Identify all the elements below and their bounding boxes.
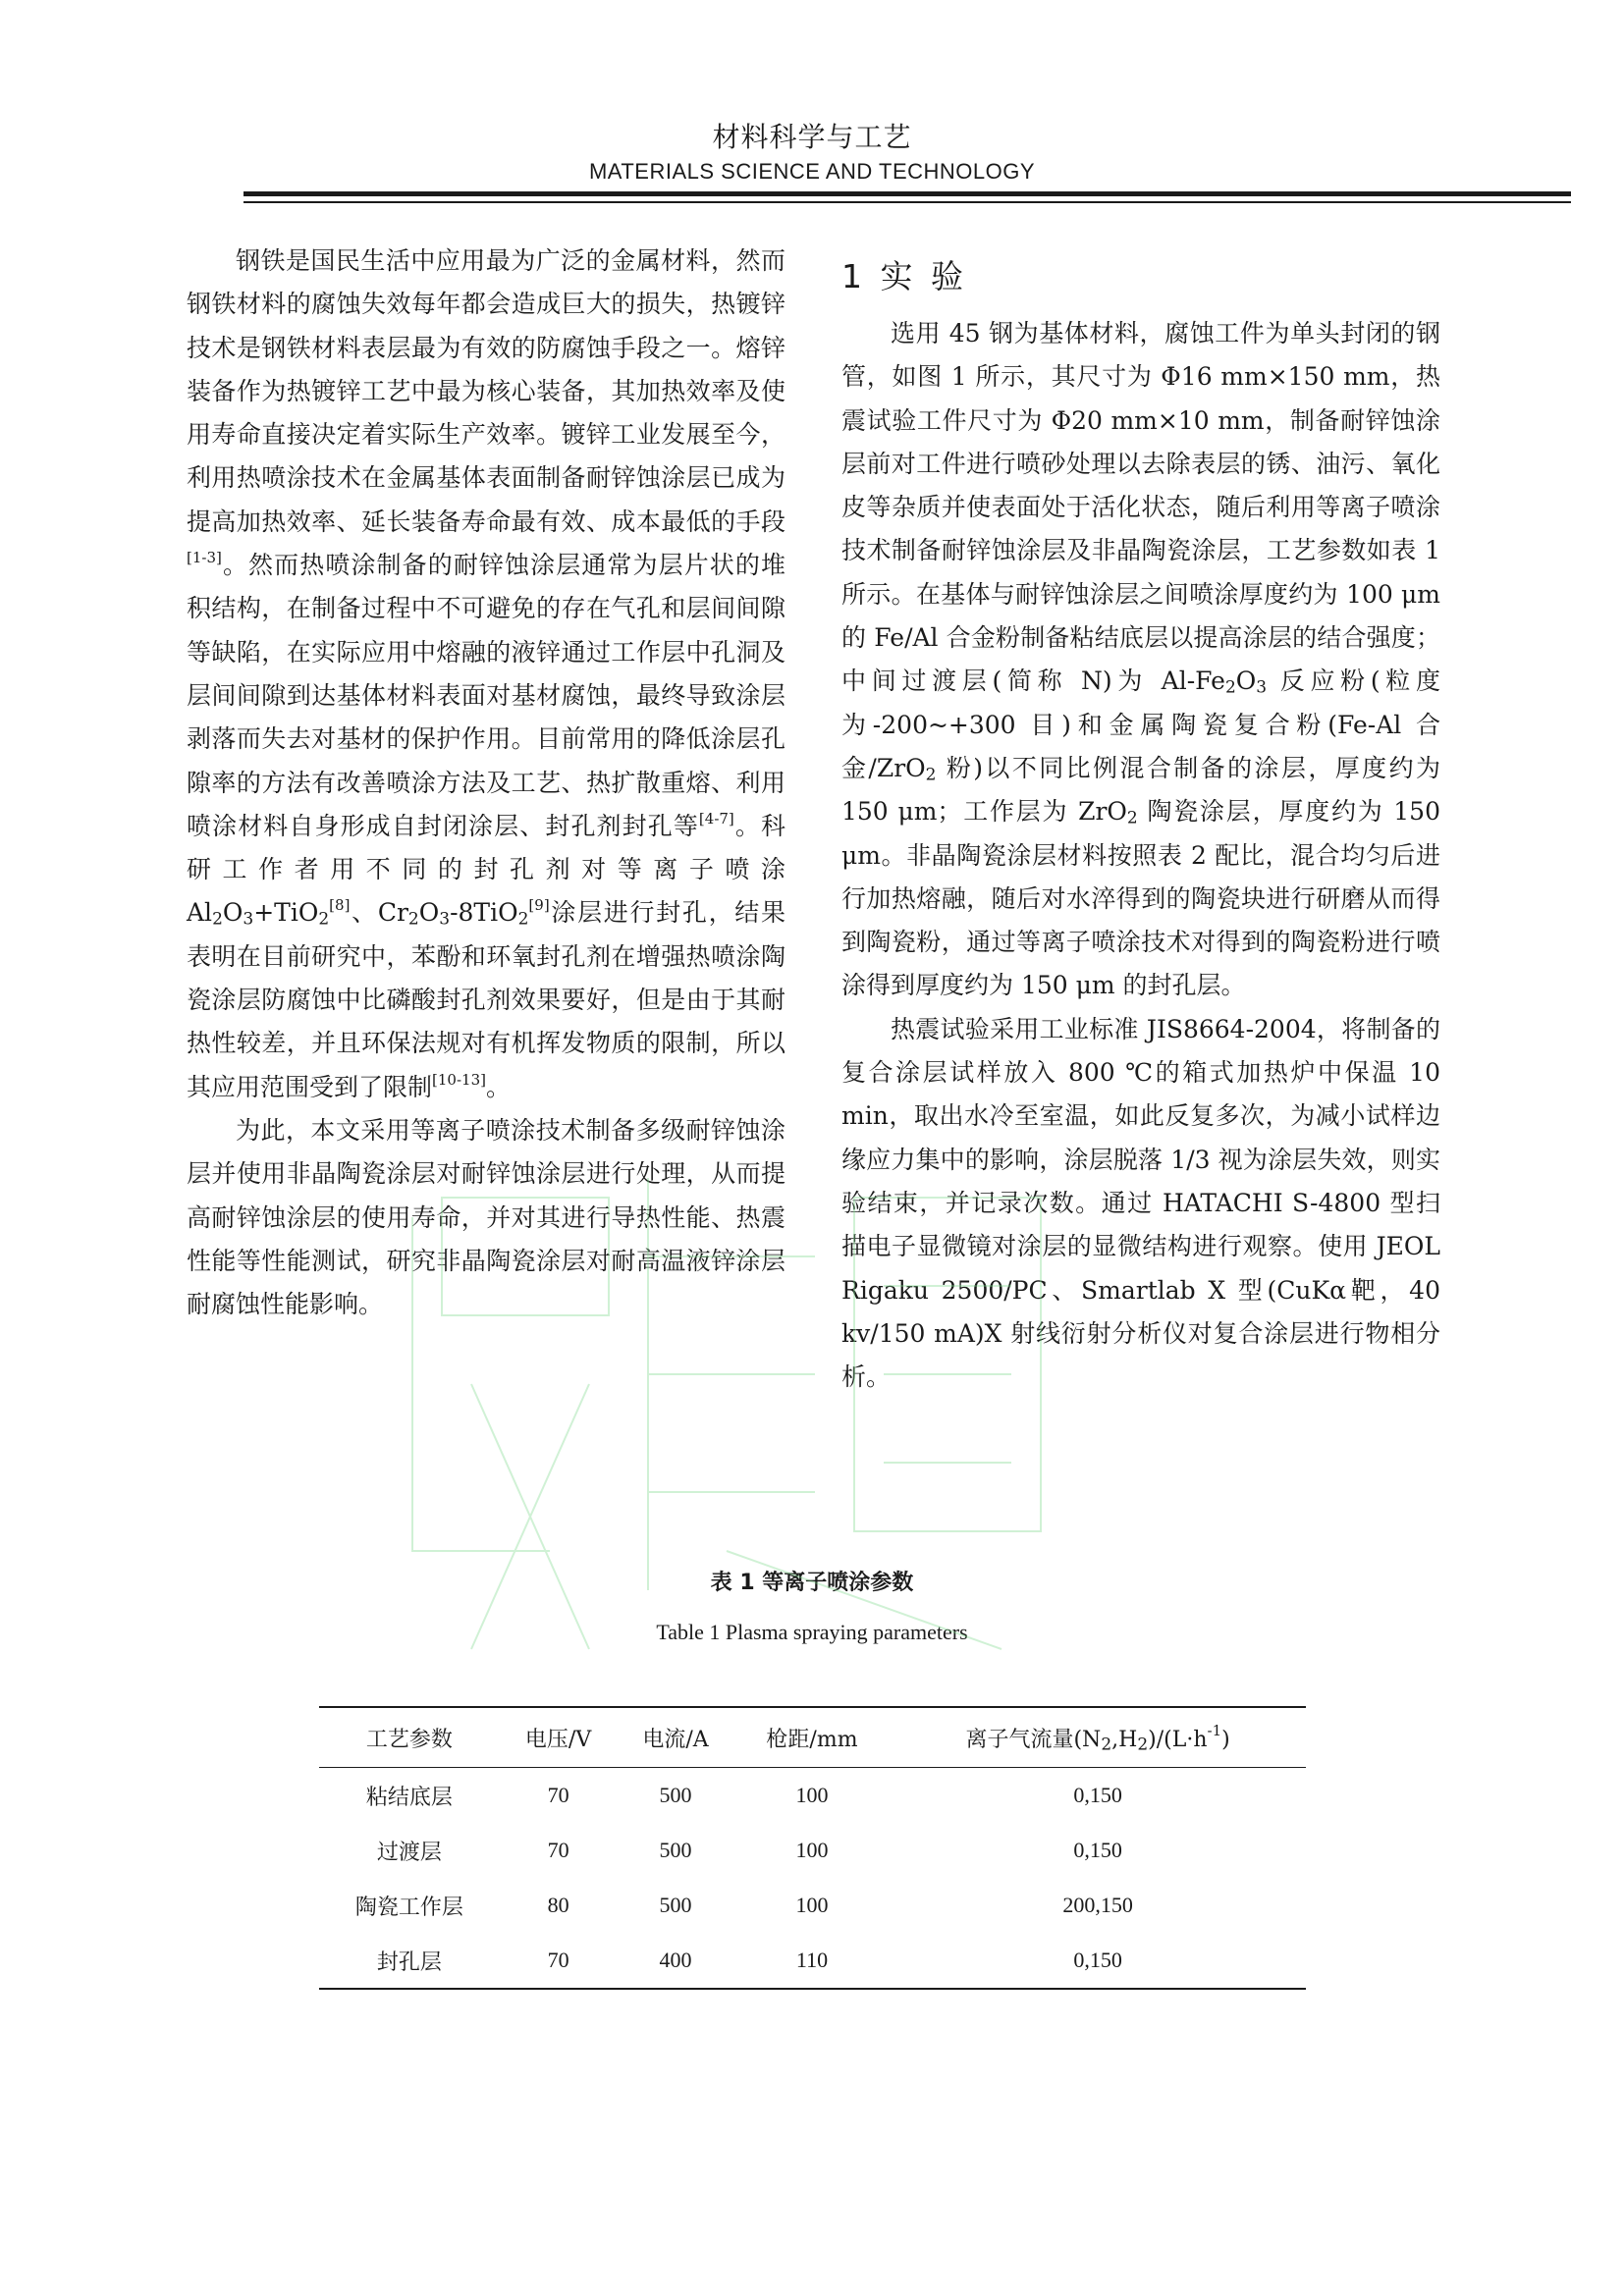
table-row bbox=[319, 1878, 1306, 1933]
table-cell: 200,150 bbox=[1062, 1893, 1133, 1917]
citation: [8] bbox=[329, 896, 351, 915]
table-header-cell: 离子气流量$(N_2,H_2)/(L\cdot h^{-1})$ bbox=[890, 1707, 1306, 1768]
table-cell: 500 bbox=[659, 1893, 692, 1917]
table-cell: 粘结底层 bbox=[365, 1785, 453, 1810]
header-rule-thick bbox=[244, 191, 1571, 196]
table-row bbox=[319, 1823, 1306, 1878]
citation: [1-3] bbox=[187, 548, 222, 566]
table-cell: 70 bbox=[547, 1838, 569, 1862]
table-cell: 0,150 bbox=[1073, 1948, 1122, 1972]
table-cell: 陶瓷工作层 bbox=[354, 1895, 463, 1920]
citation: [4-7] bbox=[698, 809, 734, 828]
table-cell: 110 bbox=[795, 1948, 829, 1972]
header-rule-thin bbox=[244, 201, 1571, 203]
table-cell: 100 bbox=[795, 1783, 829, 1807]
table-cell: 70 bbox=[547, 1948, 569, 1972]
table-cell: 400 bbox=[659, 1948, 692, 1972]
journal-title-cn: 材料科学与工艺 bbox=[712, 121, 912, 153]
table-cell: 0,150 bbox=[1073, 1838, 1122, 1862]
left-column bbox=[187, 240, 785, 1326]
table-cell: 100 bbox=[795, 1838, 829, 1862]
table-row bbox=[319, 1933, 1306, 1989]
table-cell: 过渡层 bbox=[376, 1840, 442, 1865]
table-cell: 100 bbox=[795, 1893, 829, 1917]
table-header-cell: 电流/A bbox=[617, 1707, 733, 1768]
plasma-parameters-table bbox=[319, 1706, 1306, 1990]
table-cell: 0,150 bbox=[1073, 1783, 1122, 1807]
table-header-cell: 枪距/mm bbox=[734, 1707, 890, 1768]
citation: [10-13] bbox=[432, 1070, 486, 1089]
running-header bbox=[0, 118, 1624, 187]
experiment-paragraph-2: 热震试验采用工业标准 JIS8664-2004，将制备的复合涂层试样放入 800 ℃的箱式加热炉中保温 10 min，取出水冷至室温，如此反复多次，为减小试样边缘应力集中的影响，涂层脱落 1/3 视为涂层失效，则实验结束，并记录次数。通过 HATACHI S-4800 型扫描电子显微镜对涂层的显微结构进行观察。使用 JEOL Rigaku 2500/PC、Smartlab X 型(CuKα靶，40 kv/150 mA)X 射线衍射分析仪对复合涂层进行物相分析。 bbox=[841, 1014, 1440, 1392]
right-column bbox=[841, 245, 1440, 1399]
journal-title-en: MATERIALS SCIENCE AND TECHNOLOGY bbox=[588, 159, 1036, 184]
table-row bbox=[319, 1768, 1306, 1824]
experiment-paragraph-1: 选用 45 钢为基体材料，腐蚀工件为单头封闭的钢管，如图 1 所示，其尺寸为 Φ16 mm×150 mm，热震试验工件尺寸为 Φ20 mm×10 mm，制备耐锌蚀涂层前对工件进行喷砂处理以去除表层的锈、油污、氧化皮等杂质并使表面处于活化状态，随后利用等离子喷涂技术制备耐锌蚀涂层及非晶陶瓷涂层，工艺参数如表 1 所示。在基体与耐锌蚀涂层之间喷涂厚度约为 100 μm 的 Fe/Al 合金粉制备粘结底层以提高涂层的结合强度；中间过渡层(简称 N)为 $Al-Fe_2O_3$ 反应粉(粒度为-200~+300 目)和金属陶瓷复合粉(Fe-Al 合金/ZrO$_2$ 粉)以不同比例混合制备的涂层，厚度约为 150 μm；工作层为 ZrO$_2$ 陶瓷涂层，厚度约为 150 μm。非晶陶瓷涂层材料按照表 2 配比，混合均匀后进行加热熔融，随后对水淬得到的陶瓷块进行研磨从而得到陶瓷粉，通过等离子喷涂技术对得到的陶瓷粉进行喷涂得到厚度约为 150 μm 的封孔层。 bbox=[841, 319, 1440, 1000]
table-caption-cn: 表 1 等离子喷涂参数 bbox=[710, 1571, 914, 1595]
table-header-row bbox=[319, 1707, 1306, 1768]
table-cell: 80 bbox=[547, 1893, 569, 1917]
intro-paragraph-1: 钢铁是国民生活中应用最为广泛的金属材料，然而钢铁材料的腐蚀失效每年都会造成巨大的损失，热镀锌技术是钢铁材料表层最为有效的防腐蚀手段之一。熔锌装备作为热镀锌工艺中最为核心装备，其加热效率及使用寿命直接决定着实际生产效率。镀锌工业发展至今，利用热喷涂技术在金属基体表面制备耐锌蚀涂层已成为提高加热效率、延长装备寿命最有效、成本最低的手段[1-3]。然而热喷涂制备的耐锌蚀涂层通常为层片状的堆积结构，在制备过程中不可避免的存在气孔和层间间隙等缺陷，在实际应用中熔融的液锌通过工作层中孔洞及层间间隙到达基体材料表面对基材腐蚀，最终导致涂层剥落而失去对基材的保护作用。目前常用的降低涂层孔隙率的方法有改善喷涂方法及工艺、热扩散重熔、利用喷涂材料自身形成自封闭涂层、封孔剂封孔等[4-7]。科研工作者用不同的封孔剂对等离子喷涂$Al_2O_3+TiO_2[8]$、$Cr_2O_3-8TiO_2[9]$涂层进行封孔，结果表明在目前研究中，苯酚和环氧封孔剂在增强热喷涂陶瓷涂层防腐蚀中比磷酸封孔剂效果要好，但是由于其耐热性较差，并且环保法规对有机挥发物质的限制，所以其应用范围受到了限制[10-13]。 bbox=[187, 246, 785, 1101]
table-cell: 500 bbox=[659, 1783, 692, 1807]
table-cell: 70 bbox=[547, 1783, 569, 1807]
citation: [9] bbox=[528, 896, 550, 915]
table-header-cell: 工艺参数 bbox=[319, 1707, 500, 1768]
section-title: 1 实 验 bbox=[841, 257, 967, 295]
intro-paragraph-2: 为此，本文采用等离子喷涂技术制备多级耐锌蚀涂层并使用非晶陶瓷涂层对耐锌蚀涂层进行处理，从而提高耐锌蚀涂层的使用寿命，并对其进行导热性能、热震性能等性能测试，研究非晶陶瓷涂层对耐高温液锌涂层耐腐蚀性能影响。 bbox=[187, 1115, 785, 1319]
table-header-cell: 电压/V bbox=[500, 1707, 617, 1768]
table-cell: 封孔层 bbox=[376, 1949, 442, 1975]
table-cell: 500 bbox=[659, 1838, 692, 1862]
table-caption-en: Table 1 Plasma spraying parameters bbox=[656, 1620, 968, 1644]
